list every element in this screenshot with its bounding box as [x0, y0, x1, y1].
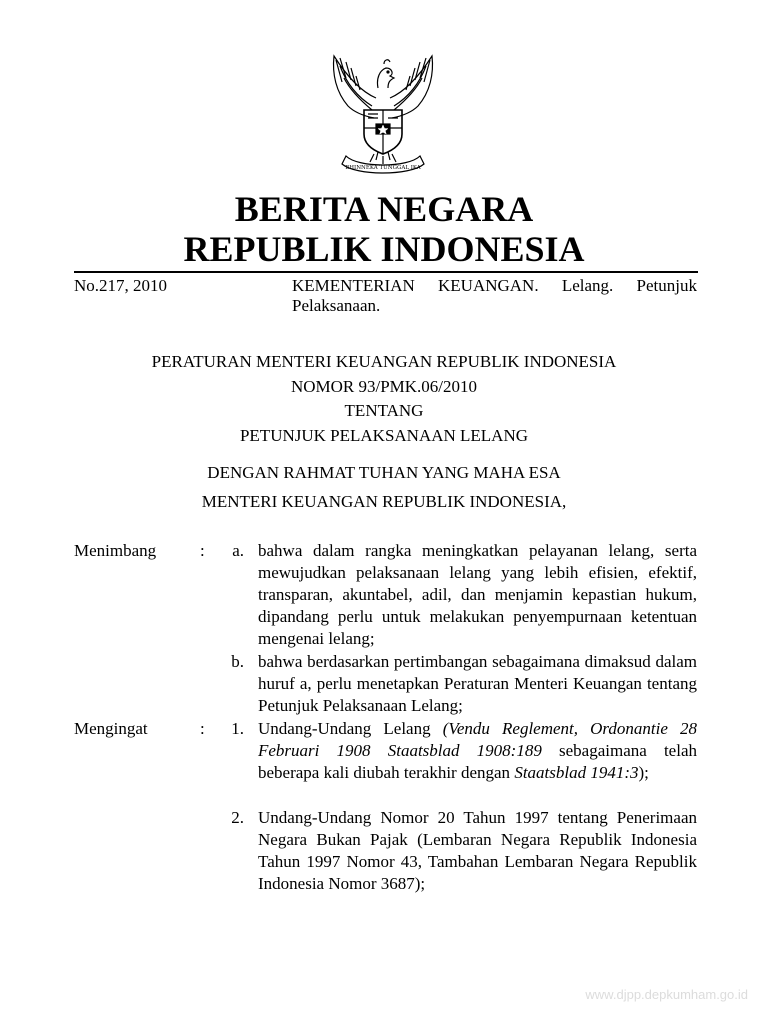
- menimbang-item-b: bahwa berdasarkan pertimbangan sebagaimana dimaksud dalam huruf a, perlu menetapkan Peraturan Menteri Keuangan tentang Petunjuk Pelaksanaan Lelang;: [258, 652, 697, 715]
- regulation-subject: PETUNJUK PELAKSANAAN LELANG: [239, 426, 529, 445]
- page-title-line2: REPUBLIK INDONESIA: [183, 229, 585, 269]
- gazette-number: No.217, 2010: [74, 276, 168, 295]
- regulation-invocation: DENGAN RAHMAT TUHAN YANG MAHA ESA: [207, 463, 561, 482]
- garuda-pancasila-emblem-icon: [318, 48, 448, 178]
- section-colon: :: [200, 541, 205, 560]
- regulation-issuer: MENTERI KEUANGAN REPUBLIK INDONESIA,: [201, 492, 567, 511]
- mengingat-item-2: Undang-Undang Nomor 20 Tahun 1997 tentang Penerimaan Negara Bukan Pajak (Lembaran Negara Republik Indonesia Tahun 1997 Nomor 43, Tambahan Lembaran Negara Republik Indonesia Nomor 3687);: [258, 808, 697, 893]
- regulation-title: PERATURAN MENTERI KEUANGAN REPUBLIK INDONESIA: [151, 352, 617, 371]
- section-label-menimbang: Menimbang: [74, 541, 157, 560]
- section-label-mengingat: Mengingat: [74, 719, 148, 738]
- page-title-line1: BERITA NEGARA: [234, 189, 534, 229]
- item-marker: b.: [231, 652, 244, 671]
- header-divider: [74, 271, 698, 273]
- watermark-url: www.djpp.depkumham.go.id: [585, 987, 748, 1002]
- svg-text:BHINNEKA TUNGGAL IKA: BHINNEKA TUNGGAL IKA: [345, 165, 421, 171]
- item-marker: a.: [232, 541, 244, 560]
- regulation-number: NOMOR 93/PMK.06/2010: [290, 377, 478, 396]
- item-marker: 1.: [231, 719, 244, 738]
- regulation-about: TENTANG: [344, 401, 424, 420]
- gazette-subject: KEMENTERIAN KEUANGAN. Lelang. Petunjuk Pelaksanaan.: [292, 276, 697, 315]
- section-colon: :: [200, 719, 205, 738]
- mengingat-item-1: Undang-Undang Lelang (Vendu Reglement, Ordonantie 28 Februari 1908 Staatsblad 1908:189 sebagaimana telah beberapa kali diubah terakhir dengan Staatsblad 1941:3);: [258, 719, 697, 782]
- menimbang-item-a: bahwa dalam rangka meningkatkan pelayanan lelang, serta mewujudkan pelaksanaan lelang yang lebih efisien, efektif, transparan, akuntabel, adil, dan menjamin kepastian hukum, dipandang perlu untuk melakukan penyempurnaan ketentuan mengenai lelang;: [258, 541, 697, 648]
- item-marker: 2.: [231, 808, 244, 827]
